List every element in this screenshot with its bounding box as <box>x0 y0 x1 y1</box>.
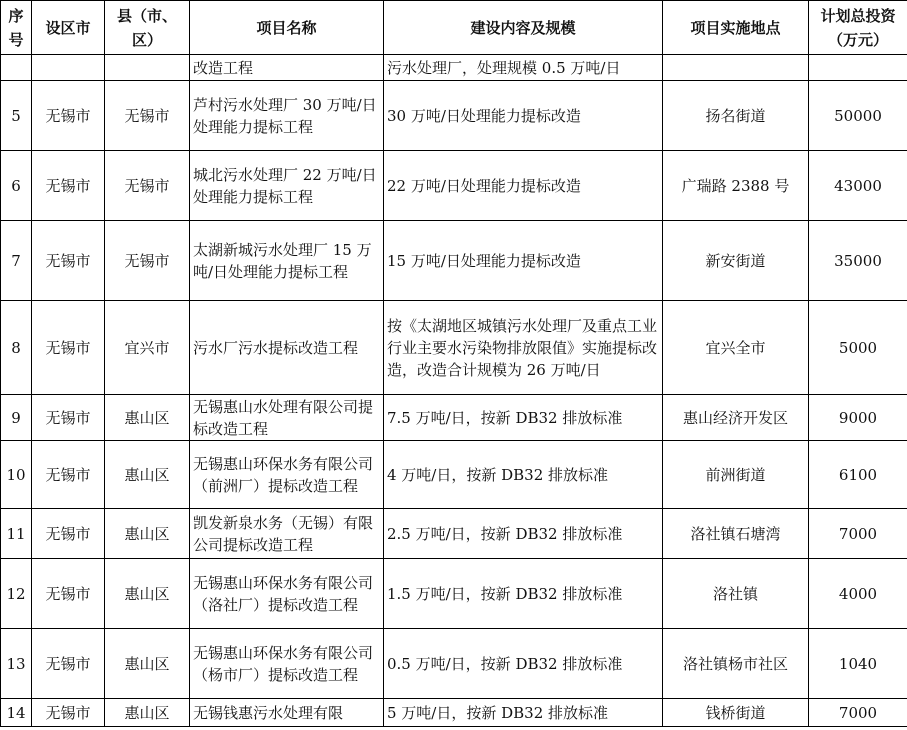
row-location: 广瑞路 2388 号 <box>663 151 809 221</box>
row-content: 7.5 万吨/日，按新 DB32 排放标准 <box>384 395 663 441</box>
row-content: 按《太湖地区城镇污水处理厂及重点工业行业主要水污染物排放限值》实施提标改造，改造合计规模为 26 万吨/日 <box>384 301 663 395</box>
table-row <box>1 81 907 151</box>
row-project-name: 污水厂污水提标改造工程 <box>190 301 384 395</box>
header-project-name: 项目名称 <box>190 1 384 55</box>
table-row <box>1 441 907 509</box>
table-row <box>1 559 907 629</box>
row-content: 5 万吨/日，按新 DB32 排放标准 <box>384 699 663 727</box>
row-index: 10 <box>1 441 32 509</box>
row-county: 宜兴市 <box>105 301 190 395</box>
row-location: 扬名街道 <box>663 81 809 151</box>
row-city: 无锡市 <box>32 81 105 151</box>
row-investment: 43000 <box>809 151 907 221</box>
row-city: 无锡市 <box>32 699 105 727</box>
row-investment <box>809 55 907 81</box>
table-body <box>1 55 907 727</box>
row-county <box>105 55 190 81</box>
row-location: 洛社镇 <box>663 559 809 629</box>
row-county: 无锡市 <box>105 221 190 301</box>
row-content: 污水处理厂，处理规模 0.5 万吨/日 <box>384 55 663 81</box>
table-row <box>1 395 907 441</box>
header-investment: 计划总投资（万元） <box>809 1 907 55</box>
row-index: 12 <box>1 559 32 629</box>
row-county: 无锡市 <box>105 151 190 221</box>
row-city: 无锡市 <box>32 509 105 559</box>
row-project-name: 无锡惠山环保水务有限公司（前洲厂）提标改造工程 <box>190 441 384 509</box>
row-index: 13 <box>1 629 32 699</box>
row-index: 8 <box>1 301 32 395</box>
row-city: 无锡市 <box>32 221 105 301</box>
row-content: 2.5 万吨/日，按新 DB32 排放标准 <box>384 509 663 559</box>
header-location: 项目实施地点 <box>663 1 809 55</box>
row-investment: 9000 <box>809 395 907 441</box>
row-county: 惠山区 <box>105 395 190 441</box>
row-content: 15 万吨/日处理能力提标改造 <box>384 221 663 301</box>
row-city: 无锡市 <box>32 301 105 395</box>
row-project-name: 无锡惠山环保水务有限公司（杨市厂）提标改造工程 <box>190 629 384 699</box>
row-investment: 1040 <box>809 629 907 699</box>
row-location <box>663 55 809 81</box>
table-row <box>1 151 907 221</box>
table-row <box>1 55 907 81</box>
row-investment: 4000 <box>809 559 907 629</box>
header-city: 设区市 <box>32 1 105 55</box>
row-county: 惠山区 <box>105 699 190 727</box>
row-city: 无锡市 <box>32 151 105 221</box>
row-project-name: 芦村污水处理厂 30 万吨/日处理能力提标工程 <box>190 81 384 151</box>
row-county: 惠山区 <box>105 441 190 509</box>
row-location: 宜兴全市 <box>663 301 809 395</box>
row-index: 6 <box>1 151 32 221</box>
row-content: 0.5 万吨/日，按新 DB32 排放标准 <box>384 629 663 699</box>
row-city: 无锡市 <box>32 395 105 441</box>
row-index: 9 <box>1 395 32 441</box>
row-content: 4 万吨/日，按新 DB32 排放标准 <box>384 441 663 509</box>
table-row <box>1 629 907 699</box>
row-investment: 50000 <box>809 81 907 151</box>
row-city: 无锡市 <box>32 559 105 629</box>
table-row <box>1 699 907 727</box>
row-index: 5 <box>1 81 32 151</box>
row-index: 11 <box>1 509 32 559</box>
row-content: 30 万吨/日处理能力提标改造 <box>384 81 663 151</box>
row-project-name: 太湖新城污水处理厂 15 万吨/日处理能力提标工程 <box>190 221 384 301</box>
row-project-name: 无锡惠山环保水务有限公司（洛社厂）提标改造工程 <box>190 559 384 629</box>
row-location: 钱桥街道 <box>663 699 809 727</box>
row-county: 惠山区 <box>105 559 190 629</box>
row-content: 22 万吨/日处理能力提标改造 <box>384 151 663 221</box>
row-county: 惠山区 <box>105 509 190 559</box>
table-row <box>1 509 907 559</box>
header-content: 建设内容及规模 <box>384 1 663 55</box>
row-investment: 7000 <box>809 509 907 559</box>
header-county: 县（市、区） <box>105 1 190 55</box>
row-index: 7 <box>1 221 32 301</box>
row-investment: 5000 <box>809 301 907 395</box>
row-county: 惠山区 <box>105 629 190 699</box>
row-location: 洛社镇杨市社区 <box>663 629 809 699</box>
row-location: 前洲街道 <box>663 441 809 509</box>
header-index: 序号 <box>1 1 32 55</box>
table-row <box>1 301 907 395</box>
row-city: 无锡市 <box>32 629 105 699</box>
row-project-name: 改造工程 <box>190 55 384 81</box>
row-index <box>1 55 32 81</box>
row-project-name: 凯发新泉水务（无锡）有限公司提标改造工程 <box>190 509 384 559</box>
row-city <box>32 55 105 81</box>
row-index: 14 <box>1 699 32 727</box>
row-project-name: 无锡惠山水处理有限公司提标改造工程 <box>190 395 384 441</box>
row-investment: 7000 <box>809 699 907 727</box>
row-location: 新安街道 <box>663 221 809 301</box>
row-investment: 6100 <box>809 441 907 509</box>
row-location: 惠山经济开发区 <box>663 395 809 441</box>
row-project-name: 无锡钱惠污水处理有限 <box>190 699 384 727</box>
row-city: 无锡市 <box>32 441 105 509</box>
row-county: 无锡市 <box>105 81 190 151</box>
header-row <box>1 1 907 55</box>
row-project-name: 城北污水处理厂 22 万吨/日处理能力提标工程 <box>190 151 384 221</box>
table-row <box>1 221 907 301</box>
row-content: 1.5 万吨/日，按新 DB32 排放标准 <box>384 559 663 629</box>
row-investment: 35000 <box>809 221 907 301</box>
row-location: 洛社镇石塘湾 <box>663 509 809 559</box>
